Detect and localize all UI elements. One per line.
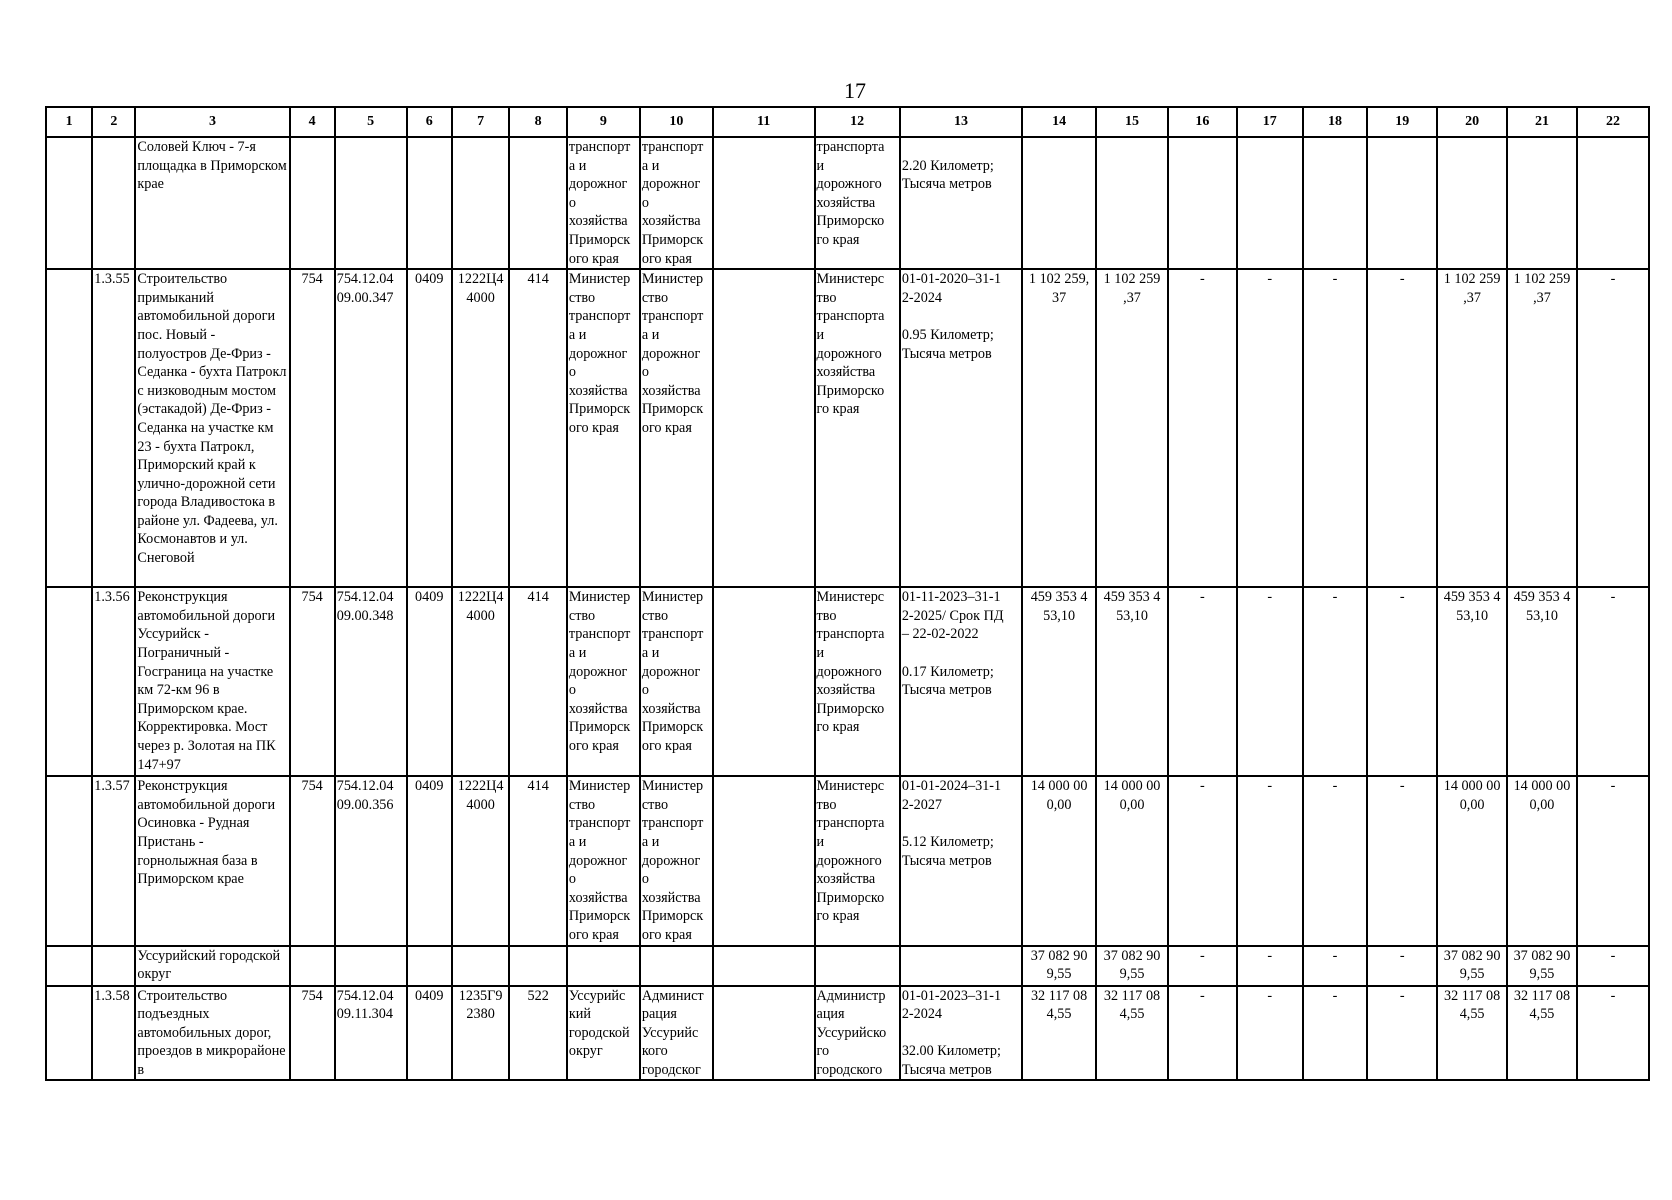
cell-amount: - — [1367, 776, 1437, 945]
cell-amount: - — [1168, 587, 1237, 776]
cell-value: 0409 — [407, 269, 452, 587]
cell-value — [509, 946, 567, 986]
cell-number — [46, 776, 92, 945]
cell-amount: 1 102 259 ,37 — [1096, 269, 1168, 587]
cell-value — [290, 946, 335, 986]
cell-value: 754.12.04 09.00.356 — [335, 776, 407, 945]
cell-amount: - — [1237, 776, 1303, 945]
cell-amount: - — [1577, 776, 1649, 945]
cell-value: 1222Ц4 4000 — [452, 587, 510, 776]
cell-organization — [640, 946, 713, 986]
cell-value: 0409 — [407, 776, 452, 945]
cell-object-name: Реконструкция автомобильной дороги Уссурийск - Пограничный - Госграница на участке км 72-км 96 в Приморском крае. Корректировка. Мост через р. Золотая на ПК 147+97 — [135, 587, 289, 776]
cell-period: 01-01-2024–31-1 2-2027 5.12 Километр; Тысяча метров — [900, 776, 1022, 945]
column-header: 9 — [567, 107, 640, 137]
cell-amount — [1096, 137, 1168, 269]
cell-amount: - — [1577, 587, 1649, 776]
cell-amount: - — [1168, 946, 1237, 986]
cell-organization: Админист рация Уссурийс кого городског — [640, 986, 713, 1081]
cell-value — [335, 137, 407, 269]
cell-object-name: Строительство подъездных автомобильных дорог, проездов в микрорайоне в — [135, 986, 289, 1081]
cell-period — [900, 946, 1022, 986]
column-header: 3 — [135, 107, 289, 137]
cell-organization: Администр ация Уссурийско го городского — [815, 986, 900, 1081]
cell-organization: транспорт а и дорожног о хозяйства Приморск ого края — [640, 137, 713, 269]
cell-value: 1235Г9 2380 — [452, 986, 510, 1081]
cell-organization — [567, 946, 640, 986]
cell-amount — [1437, 137, 1507, 269]
column-header: 12 — [815, 107, 900, 137]
cell-number — [46, 269, 92, 587]
cell-period: 01-01-2020–31-1 2-2024 0.95 Километр; Тысяча метров — [900, 269, 1022, 587]
cell-organization: Министер ство транспорт а и дорожног о хозяйства Приморск ого края — [567, 587, 640, 776]
cell-amount: - — [1303, 269, 1368, 587]
data-table — [45, 106, 1650, 1081]
cell-number — [46, 137, 92, 269]
cell-amount: 37 082 90 9,55 — [1022, 946, 1096, 986]
table-row — [46, 587, 1649, 776]
cell-amount: 459 353 4 53,10 — [1507, 587, 1577, 776]
cell-organization: Министерс тво транспорта и дорожного хозяйства Приморско го края — [815, 587, 900, 776]
column-header: 2 — [92, 107, 135, 137]
cell-value — [713, 776, 815, 945]
table-row — [46, 946, 1649, 986]
cell-amount: - — [1237, 986, 1303, 1081]
column-header: 7 — [452, 107, 510, 137]
cell-value: 754 — [290, 269, 335, 587]
table-row — [46, 776, 1649, 945]
column-header: 5 — [335, 107, 407, 137]
cell-organization: Министер ство транспорт а и дорожног о хозяйства Приморск ого края — [640, 587, 713, 776]
cell-value — [290, 137, 335, 269]
cell-organization: транспорта и дорожного хозяйства Приморско го края — [815, 137, 900, 269]
column-header: 14 — [1022, 107, 1096, 137]
cell-value: 1222Ц4 4000 — [452, 269, 510, 587]
cell-value: 754 — [290, 776, 335, 945]
cell-amount: 32 117 08 4,55 — [1022, 986, 1096, 1081]
cell-amount: 32 117 08 4,55 — [1507, 986, 1577, 1081]
cell-organization: Министер ство транспорт а и дорожног о хозяйства Приморск ого края — [567, 776, 640, 945]
cell-value — [335, 946, 407, 986]
cell-object-name: Уссурийский городской округ — [135, 946, 289, 986]
column-header: 11 — [713, 107, 815, 137]
cell-amount: - — [1168, 986, 1237, 1081]
cell-value — [713, 946, 815, 986]
cell-amount — [1168, 137, 1237, 269]
cell-value — [713, 269, 815, 587]
cell-value — [713, 587, 815, 776]
cell-value: 754.12.04 09.00.348 — [335, 587, 407, 776]
cell-amount: 459 353 4 53,10 — [1437, 587, 1507, 776]
cell-amount: 32 117 08 4,55 — [1437, 986, 1507, 1081]
cell-amount — [1577, 137, 1649, 269]
cell-object-name: Соловей Ключ - 7-я площадка в Приморском крае — [135, 137, 289, 269]
cell-amount: - — [1367, 946, 1437, 986]
cell-amount: 14 000 00 0,00 — [1437, 776, 1507, 945]
cell-amount: 37 082 90 9,55 — [1507, 946, 1577, 986]
table-row — [46, 269, 1649, 587]
cell-amount — [1022, 137, 1096, 269]
cell-period: 01-11-2023–31-1 2-2025/ Срок ПД – 22-02-2022 0.17 Километр; Тысяча метров — [900, 587, 1022, 776]
cell-period: 2.20 Километр; Тысяча метров — [900, 137, 1022, 269]
cell-amount: 459 353 4 53,10 — [1022, 587, 1096, 776]
cell-amount: - — [1303, 776, 1368, 945]
cell-amount — [1367, 137, 1437, 269]
cell-value: 754.12.04 09.11.304 — [335, 986, 407, 1081]
cell-number — [46, 946, 92, 986]
cell-value: 754.12.04 09.00.347 — [335, 269, 407, 587]
cell-amount: 459 353 4 53,10 — [1096, 587, 1168, 776]
cell-value: 414 — [509, 269, 567, 587]
cell-amount: - — [1577, 269, 1649, 587]
cell-amount: - — [1303, 946, 1368, 986]
cell-amount: - — [1303, 587, 1368, 776]
cell-number — [46, 986, 92, 1081]
cell-amount: - — [1367, 269, 1437, 587]
table-row — [46, 986, 1649, 1081]
cell-organization: Министерс тво транспорта и дорожного хозяйства Приморско го края — [815, 269, 900, 587]
cell-value: 414 — [509, 587, 567, 776]
header-row — [46, 107, 1649, 137]
cell-amount: - — [1237, 946, 1303, 986]
cell-value: 0409 — [407, 587, 452, 776]
cell-organization: Министер ство транспорт а и дорожног о хозяйства Приморск ого края — [567, 269, 640, 587]
cell-period: 01-01-2023–31-1 2-2024 32.00 Километр; Тысяча метров — [900, 986, 1022, 1081]
cell-value: 522 — [509, 986, 567, 1081]
table-row — [46, 137, 1649, 269]
cell-number — [46, 587, 92, 776]
cell-amount: 14 000 00 0,00 — [1507, 776, 1577, 945]
cell-amount: - — [1577, 986, 1649, 1081]
cell-index: 1.3.56 — [92, 587, 135, 776]
column-header: 21 — [1507, 107, 1577, 137]
cell-value — [713, 986, 815, 1081]
cell-object-name: Строительство примыканий автомобильной дороги пос. Новый - полуостров Де-Фриз - Седанка - бухта Патрокл с низководным мостом (эстакадой) Де-Фриз - Седанка на участке км 23 - бухта Патрокл, Приморский край к улично-дорожной сети города Владивостока в районе ул. Фадеева, ул. Космонавтов и ул. Снеговой — [135, 269, 289, 587]
cell-amount — [1507, 137, 1577, 269]
column-header: 10 — [640, 107, 713, 137]
cell-organization: Уссурийс кий городской округ — [567, 986, 640, 1081]
cell-value — [509, 137, 567, 269]
column-header: 6 — [407, 107, 452, 137]
cell-value — [407, 946, 452, 986]
cell-value: 414 — [509, 776, 567, 945]
cell-organization: транспорт а и дорожног о хозяйства Приморск ого края — [567, 137, 640, 269]
cell-amount: 37 082 90 9,55 — [1437, 946, 1507, 986]
cell-amount: - — [1237, 269, 1303, 587]
column-header: 19 — [1367, 107, 1437, 137]
cell-amount — [1237, 137, 1303, 269]
cell-organization — [815, 946, 900, 986]
cell-amount: 32 117 08 4,55 — [1096, 986, 1168, 1081]
column-header: 8 — [509, 107, 567, 137]
column-header: 1 — [46, 107, 92, 137]
cell-value: 0409 — [407, 986, 452, 1081]
cell-amount: - — [1168, 776, 1237, 945]
cell-organization: Министерс тво транспорта и дорожного хозяйства Приморско го края — [815, 776, 900, 945]
column-header: 18 — [1303, 107, 1368, 137]
cell-organization: Министер ство транспорт а и дорожног о хозяйства Приморск ого края — [640, 269, 713, 587]
cell-amount: - — [1577, 946, 1649, 986]
column-header: 13 — [900, 107, 1022, 137]
cell-value — [713, 137, 815, 269]
cell-amount: - — [1237, 587, 1303, 776]
cell-index — [92, 946, 135, 986]
cell-amount: - — [1367, 587, 1437, 776]
cell-value: 754 — [290, 986, 335, 1081]
column-header: 20 — [1437, 107, 1507, 137]
cell-amount: - — [1168, 269, 1237, 587]
cell-amount — [1303, 137, 1368, 269]
column-header: 17 — [1237, 107, 1303, 137]
cell-amount: 1 102 259 ,37 — [1437, 269, 1507, 587]
cell-value — [407, 137, 452, 269]
cell-amount: 1 102 259, 37 — [1022, 269, 1096, 587]
cell-object-name: Реконструкция автомобильной дороги Осиновка - Рудная Пристань - горнолыжная база в Приморском крае — [135, 776, 289, 945]
cell-index: 1.3.55 — [92, 269, 135, 587]
cell-amount: 1 102 259 ,37 — [1507, 269, 1577, 587]
cell-value: 1222Ц4 4000 — [452, 776, 510, 945]
page-number: 17 — [844, 78, 866, 103]
column-header: 4 — [290, 107, 335, 137]
cell-value — [452, 137, 510, 269]
cell-amount: 14 000 00 0,00 — [1022, 776, 1096, 945]
cell-value: 754 — [290, 587, 335, 776]
cell-index — [92, 137, 135, 269]
cell-amount: 37 082 90 9,55 — [1096, 946, 1168, 986]
cell-value — [452, 946, 510, 986]
cell-index: 1.3.57 — [92, 776, 135, 945]
cell-index: 1.3.58 — [92, 986, 135, 1081]
cell-amount: - — [1367, 986, 1437, 1081]
column-header: 22 — [1577, 107, 1649, 137]
column-header: 16 — [1168, 107, 1237, 137]
cell-amount: 14 000 00 0,00 — [1096, 776, 1168, 945]
column-header: 15 — [1096, 107, 1168, 137]
cell-amount: - — [1303, 986, 1368, 1081]
cell-organization: Министер ство транспорт а и дорожног о хозяйства Приморск ого края — [640, 776, 713, 945]
